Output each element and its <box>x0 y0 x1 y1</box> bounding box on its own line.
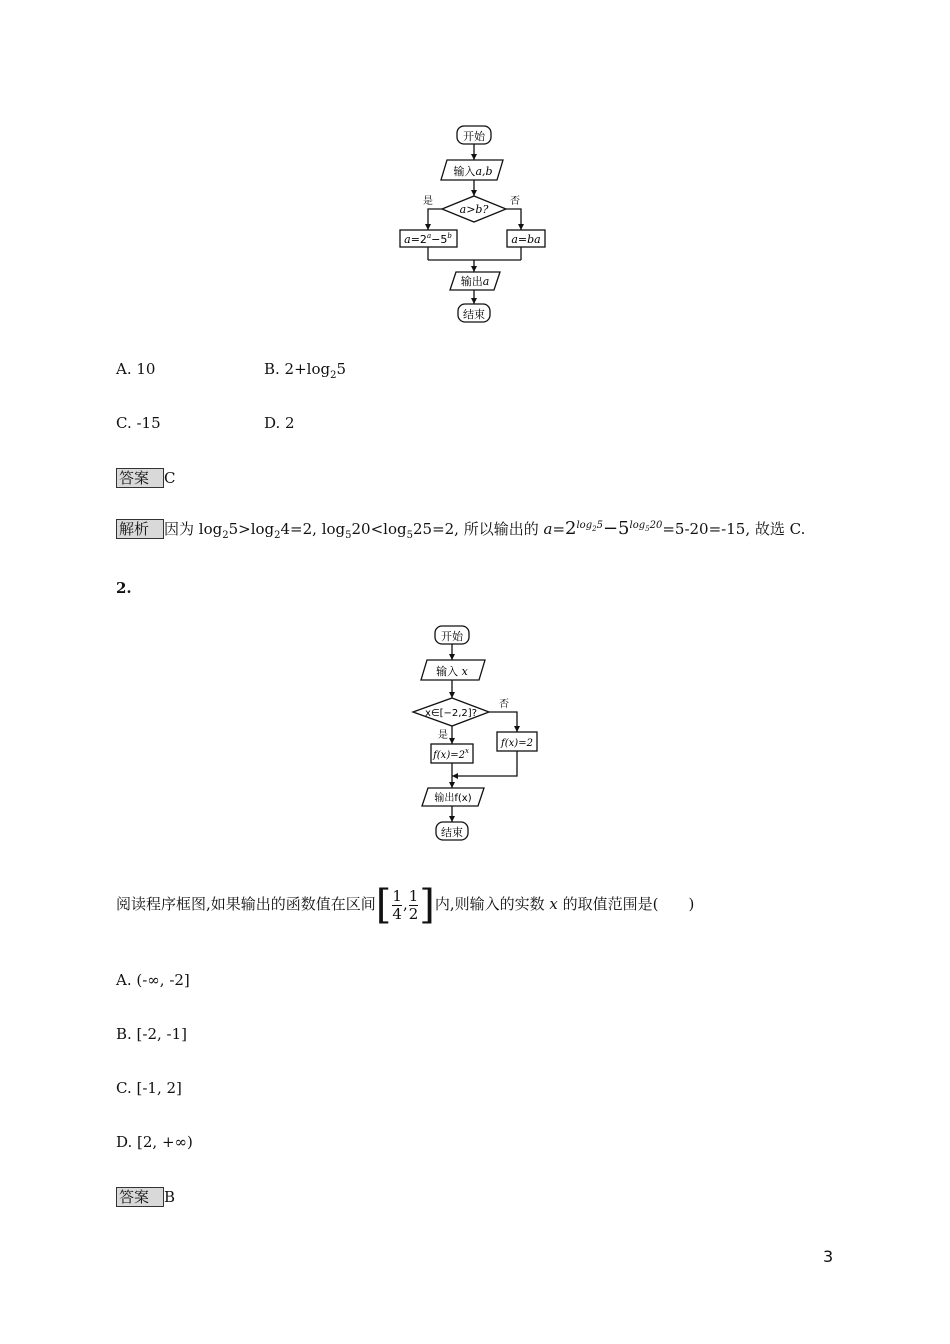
q1-analysis: 解析 因为 $\log_25>\log_24=2$, $\log_520<\log_525=2$, 所以输出的 $a=2^{log_25}-5^{log_520}=5-20=-15$, 故选 C. <box>116 518 805 541</box>
q1-option-d[interactable]: D. 2 <box>264 414 295 432</box>
q2-option-c[interactable]: C. [-1, 2] <box>116 1079 182 1097</box>
fc2-no-box: f(x)=2 <box>501 738 533 749</box>
analysis-tag: 解析 <box>116 519 164 539</box>
fc2-output: 输出f(x) <box>434 793 472 804</box>
answer-tag: 答案 <box>116 1187 164 1207</box>
fc1-output: 输出a <box>460 275 490 288</box>
q1-option-b[interactable]: B. $2+\log_25$ <box>264 360 347 381</box>
flowchart-2 <box>405 620 555 845</box>
left-bracket: [ <box>375 882 392 928</box>
q2-answer <box>116 1187 175 1207</box>
q1-answer <box>116 468 176 488</box>
q2-option-d[interactable]: D. [2, +∞) <box>116 1133 193 1151</box>
q1-option-a[interactable]: A. 10 <box>116 360 156 378</box>
fc1-input: 输入a,b <box>453 165 493 178</box>
fc1-end: 结束 <box>463 308 485 321</box>
fc1-no-box: a=ba <box>511 233 541 246</box>
answer-value: C <box>164 469 176 487</box>
q2-number: 2. <box>116 579 132 597</box>
right-bracket: ] <box>419 882 435 928</box>
fc1-start: 开始 <box>463 130 485 143</box>
fc2-yes-box: $f(x)=2^x$ <box>433 747 469 761</box>
fc2-input: 输入 x <box>436 665 468 678</box>
answer-tag: 答案 <box>116 468 164 488</box>
fc2-start: 开始 <box>441 630 463 643</box>
fc1-no-label: 否 <box>510 196 520 207</box>
fc2-condition: x∈[−2,2]? <box>424 708 478 719</box>
q1-option-c[interactable]: C. -15 <box>116 414 161 432</box>
q2-stem: 阅读程序框图,如果输出的函数值在区间[ $\frac{1}{4}$ , $\frac{1}{2}$ ]内,则输入的实数 x 的取值范围是( ) <box>116 882 695 928</box>
fc1-yes-label: 是 <box>423 196 433 207</box>
fc1-yes-box: $a=2^a-5^b$ <box>404 232 452 246</box>
page-number: 3 <box>823 1247 834 1266</box>
fc2-yes-label: 是 <box>438 730 448 741</box>
fc2-end: 结束 <box>441 826 463 839</box>
flowchart-1 <box>395 120 565 330</box>
fc1-condition: a>b? <box>459 203 489 216</box>
fc2-no-label: 否 <box>499 699 509 710</box>
q2-option-a[interactable]: A. (-∞, -2] <box>116 971 190 989</box>
q2-option-b[interactable]: B. [-2, -1] <box>116 1025 188 1043</box>
answer-value: B <box>164 1188 176 1206</box>
